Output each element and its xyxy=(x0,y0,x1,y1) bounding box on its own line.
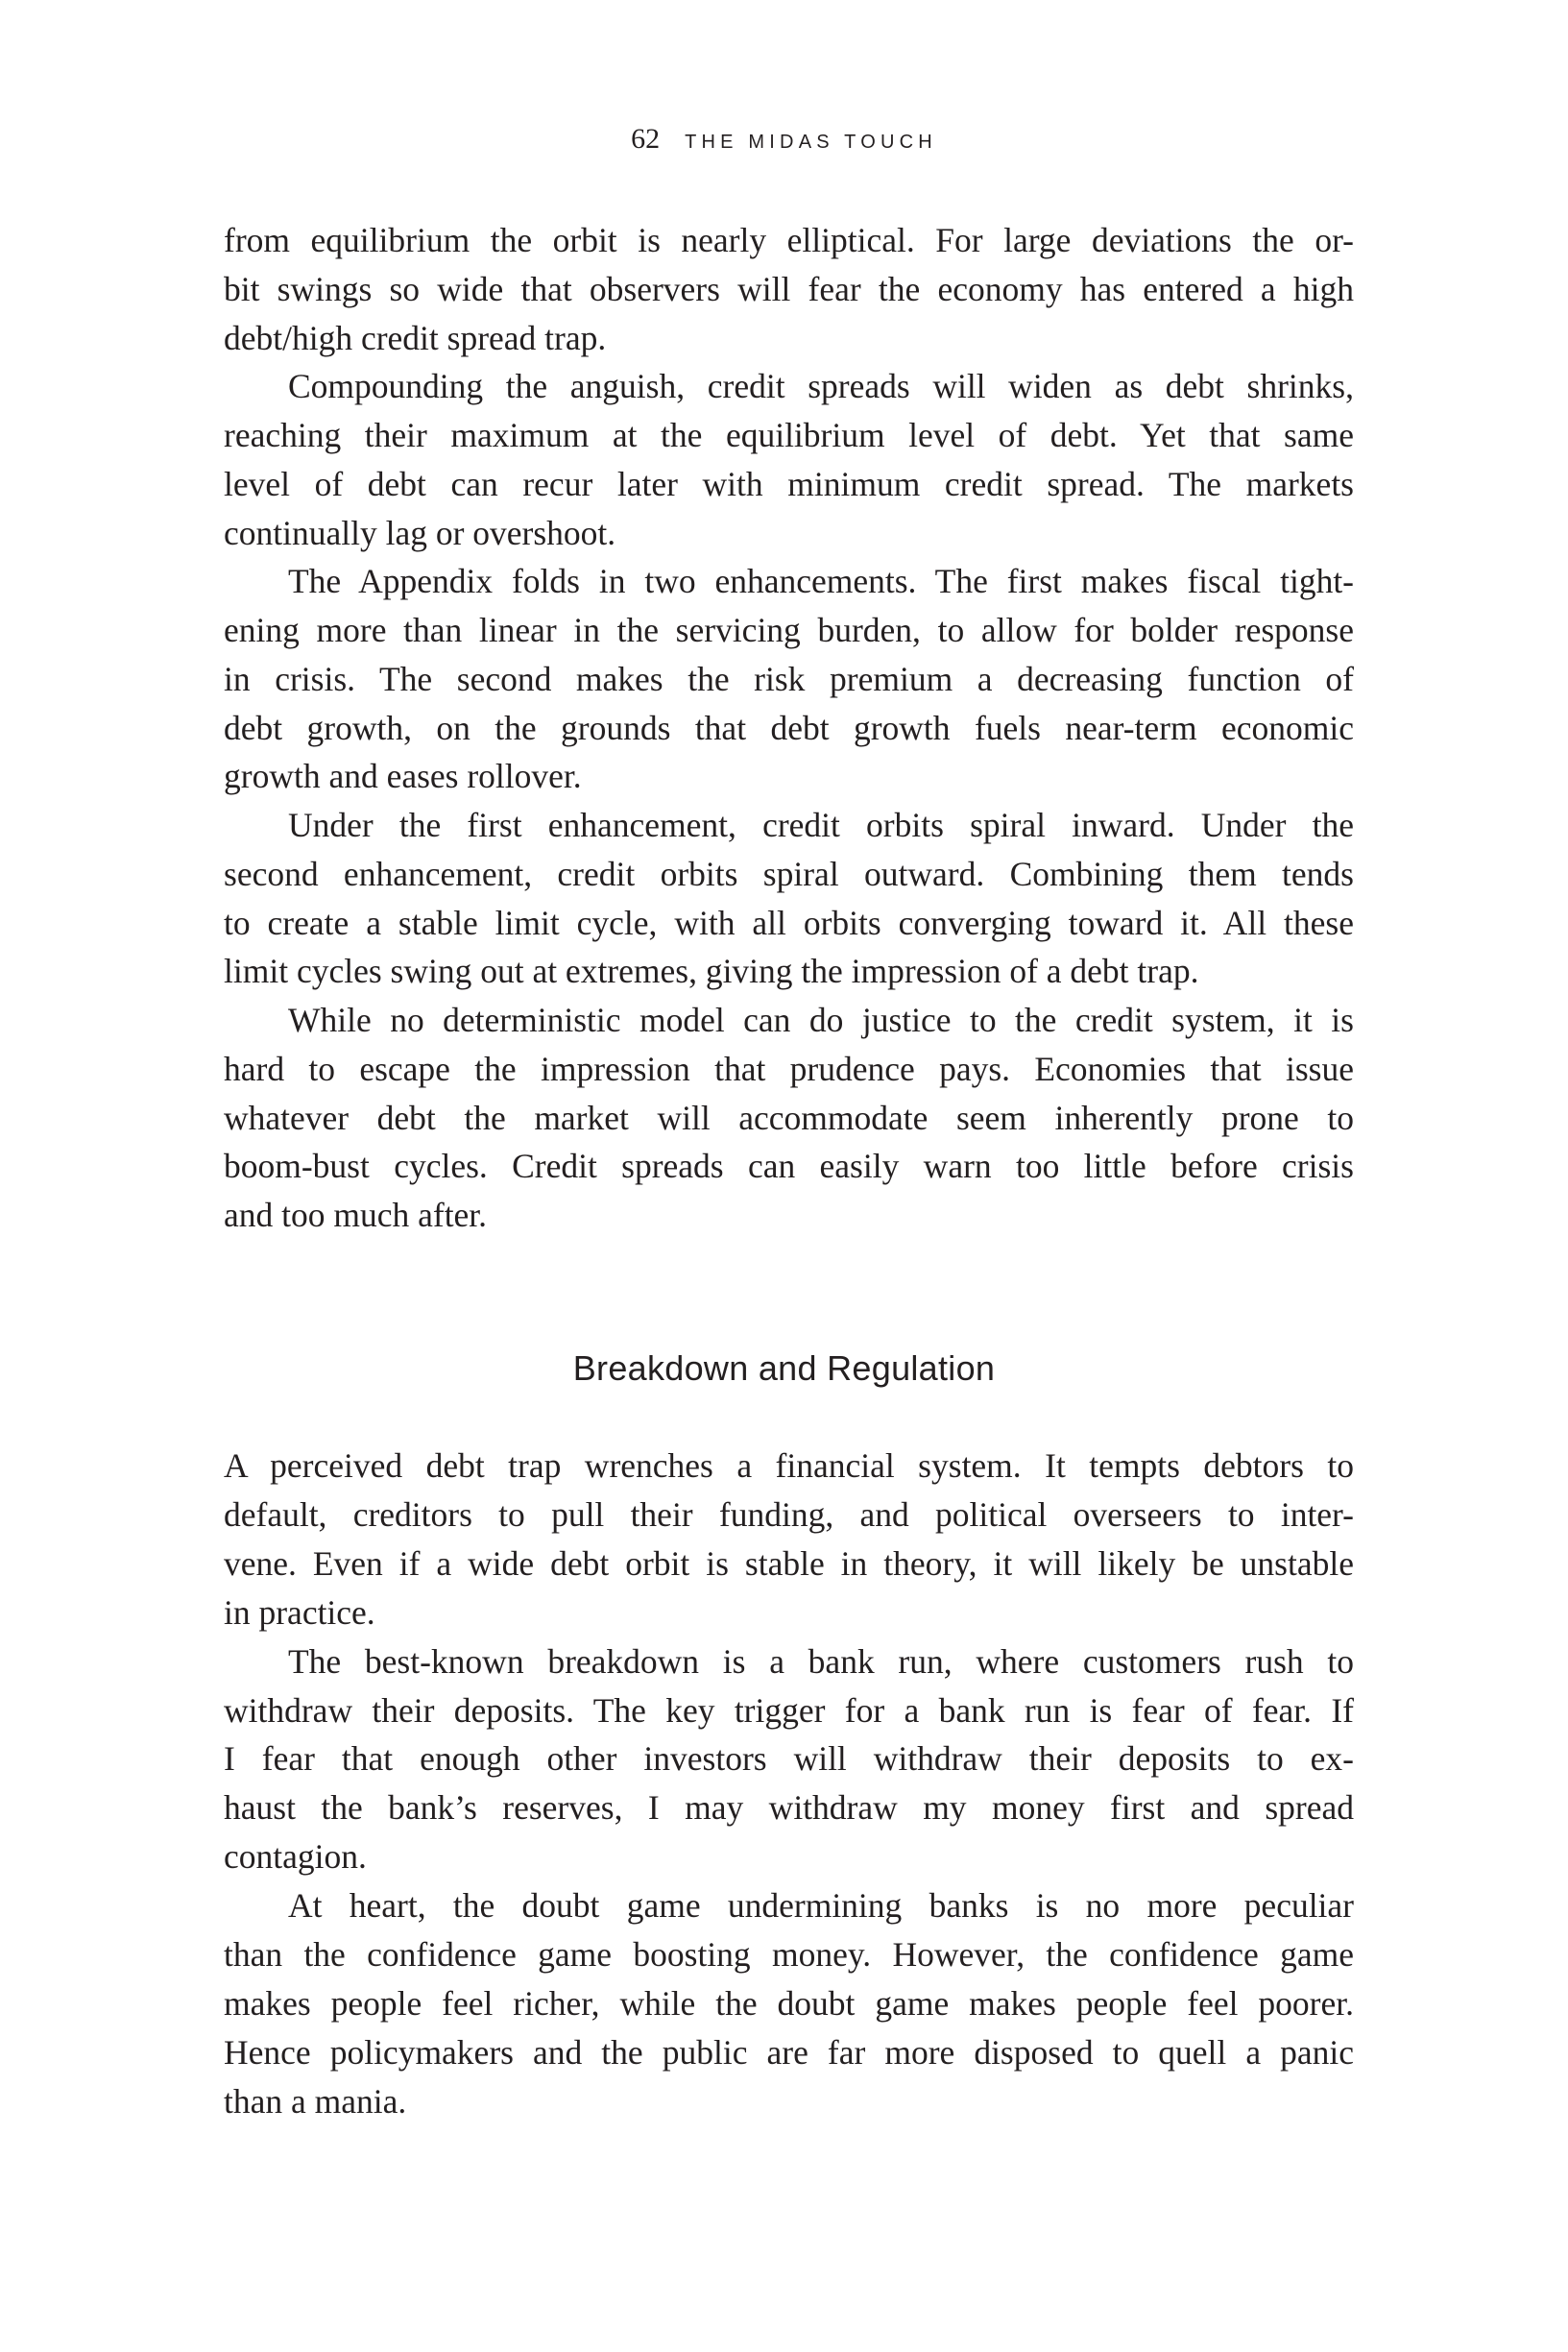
text-line: default, creditors to pull their funding, and political overseers to inter- xyxy=(224,1494,1354,1534)
text-line: than a mania. xyxy=(224,2081,407,2121)
text-line: Under the first enhancement, credit orbits spiral inward. Under the xyxy=(288,806,1354,844)
text-line: debt growth, on the grounds that debt growth fuels near-term economic xyxy=(224,708,1354,747)
text-line: A perceived debt trap wrenches a financial system. It tempts debtors to xyxy=(224,1446,1354,1485)
text-line: limit cycles swing out at extremes, giving the impression of a debt trap. xyxy=(224,952,1199,991)
text-line: The Appendix folds in two enhancements. The first makes fiscal tight- xyxy=(288,562,1354,601)
page-number: 62 xyxy=(631,123,661,155)
text-line: The best-known breakdown is a bank run, where customers rush to xyxy=(288,1641,1354,1681)
text-line: reaching their maximum at the equilibrium level of debt. Yet that same xyxy=(224,416,1354,454)
text-line: than the confidence game boosting money. However, the confidence game xyxy=(224,1935,1354,1974)
text-line: debt/high credit spread trap. xyxy=(224,318,607,357)
text-line: haust the bank’s reserves, I may withdraw my money first and spread xyxy=(224,1788,1354,1828)
text-line: bit swings so wide that observers will fear the economy has entered a high xyxy=(224,269,1354,308)
section-heading: Breakdown and Regulation xyxy=(572,1348,996,1388)
text-line: continually lag or overshoot. xyxy=(224,513,616,552)
text-line: to create a stable limit cycle, with all orbits converging toward it. All these xyxy=(224,903,1354,942)
text-line: ening more than linear in the servicing burden, to allow for bolder response xyxy=(224,611,1354,649)
text-line: vene. Even if a wide debt orbit is stable in theory, it will likely be unstable xyxy=(224,1543,1354,1583)
text-line: While no deterministic model can do justice to the credit system, it is xyxy=(288,1001,1354,1039)
text-line: Compounding the anguish, credit spreads will widen as debt shrinks, xyxy=(288,367,1354,406)
running-head xyxy=(0,123,1568,156)
text-line: boom-bust cycles. Credit spreads can easily warn too little before crisis xyxy=(224,1147,1354,1186)
text-line: Hence policymakers and the public are far more disposed to quell a panic xyxy=(224,2032,1354,2072)
text-line: second enhancement, credit orbits spiral outward. Combining them tends xyxy=(224,854,1354,893)
text-line: I fear that enough other investors will withdraw their deposits to ex- xyxy=(224,1739,1354,1779)
text-line: level of debt can recur later with minimum credit spread. The markets xyxy=(224,464,1354,503)
text-line: whatever debt the market will accommodate seem inherently prone to xyxy=(224,1098,1354,1137)
text-line: makes people feel richer, while the doubt game makes people feel poorer. xyxy=(224,1983,1354,2023)
text-line: growth and eases rollover. xyxy=(224,757,582,796)
text-line: and too much after. xyxy=(224,1196,488,1234)
text-line: in practice. xyxy=(224,1592,375,1632)
book-title: THE MIDAS TOUCH xyxy=(685,132,937,153)
text-line: in crisis. The second makes the risk premium a decreasing function of xyxy=(224,659,1354,698)
text-line: from equilibrium the orbit is nearly elliptical. For large deviations the or- xyxy=(224,221,1354,259)
text-line: hard to escape the impression that prudence pays. Economies that issue xyxy=(224,1049,1354,1088)
text-line: contagion. xyxy=(224,1837,367,1877)
text-line: At heart, the doubt game undermining banks is no more peculiar xyxy=(288,1886,1354,1926)
text-line: withdraw their deposits. The key trigger for a bank run is fear of fear. If xyxy=(224,1690,1354,1730)
